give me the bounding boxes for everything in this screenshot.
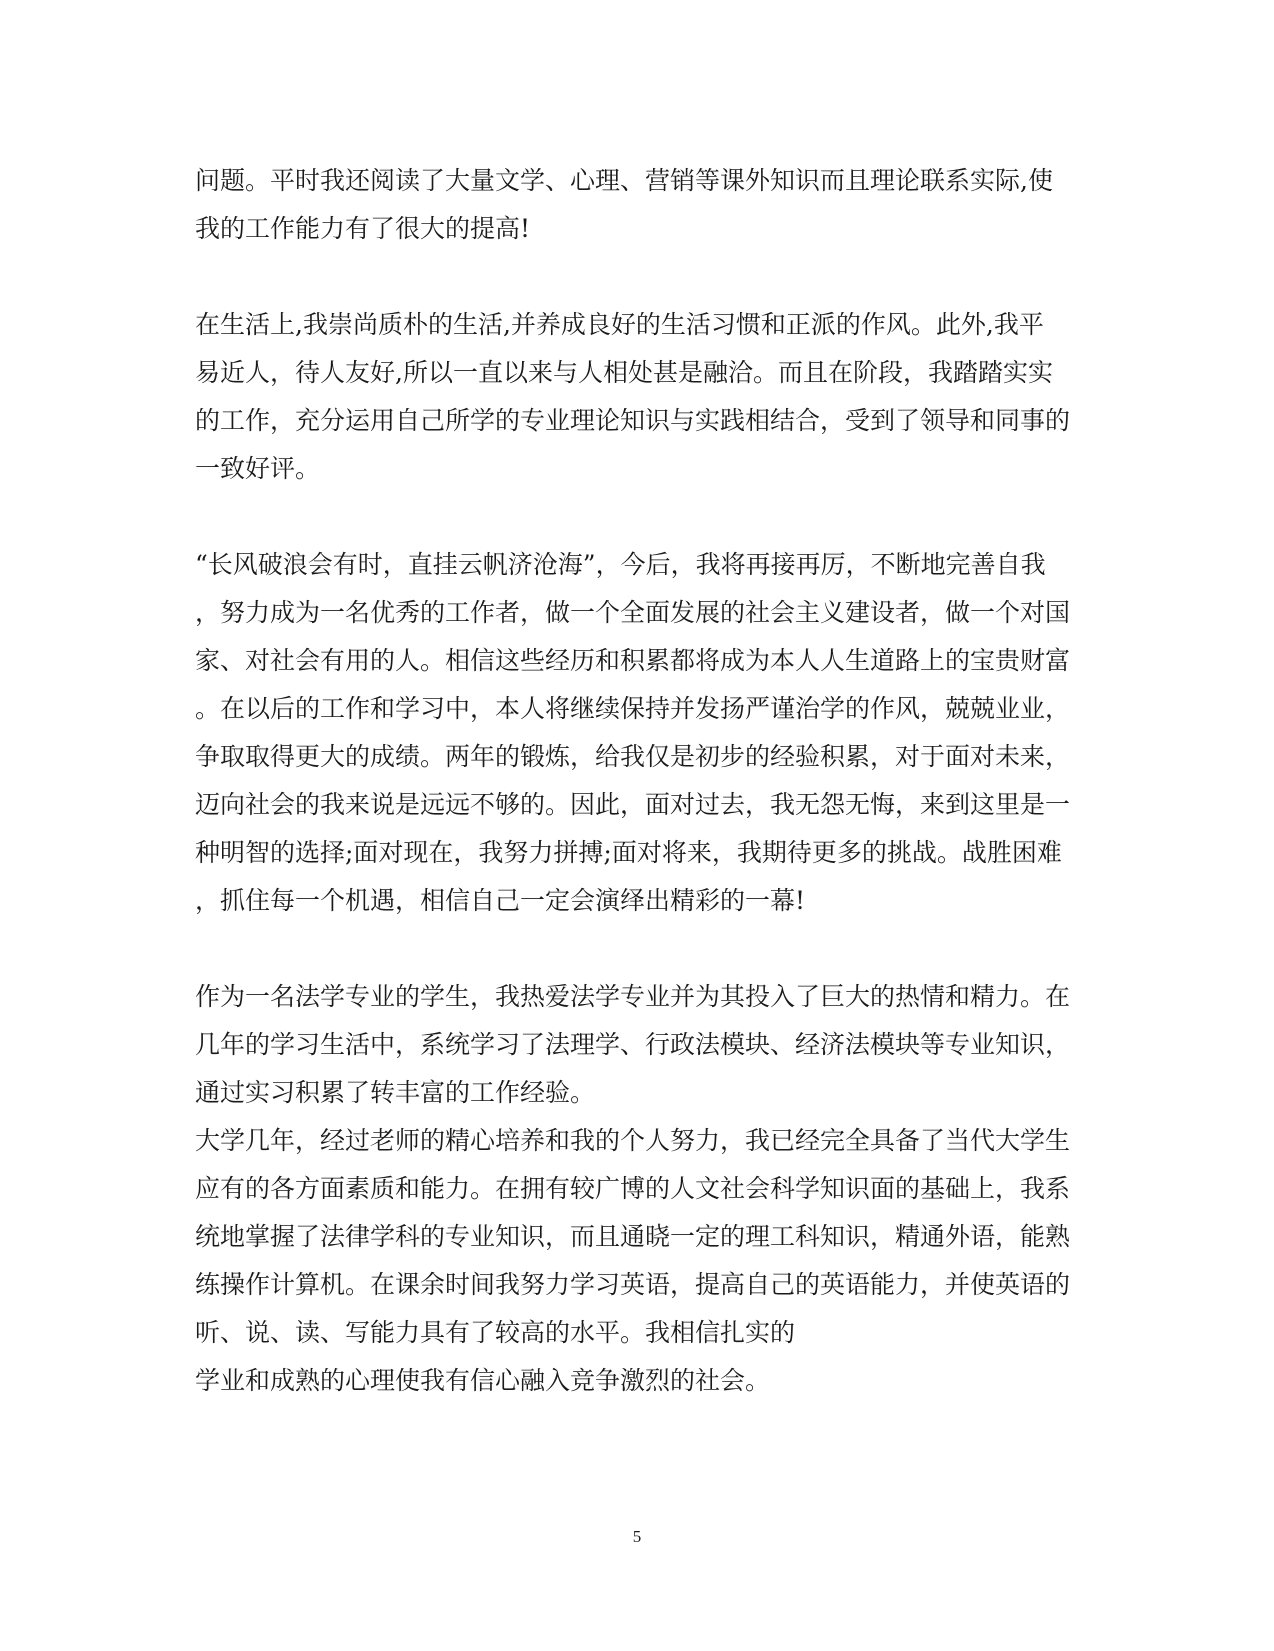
paragraph-gap: [195, 253, 1080, 301]
text-line: 应有的各方面素质和能力。在拥有较广博的人文社会科学知识面的基础上，我系: [195, 1174, 1071, 1203]
paragraph-gap: [195, 493, 1080, 541]
text-line: 争取取得更大的成绩。两年的锻炼，给我仅是初步的经验积累，对于面对未来，: [195, 742, 1071, 771]
text-line: 我的工作能力有了很大的提高!: [195, 214, 531, 243]
text-line: 通过实习积累了转丰富的工作经验。: [195, 1078, 596, 1107]
text-line: 。在以后的工作和学习中，本人将继续保持并发扬严谨治学的作风，兢兢业业，: [195, 694, 1071, 723]
text-line: 练操作计算机。在课余时间我努力学习英语，提高自己的英语能力，并使英语的: [195, 1270, 1071, 1299]
text-line: ，努力成为一名优秀的工作者，做一个全面发展的社会主义建设者，做一个对国: [195, 598, 1071, 627]
page-number: 5: [632, 1527, 642, 1546]
text-line: 种明智的选择;面对现在，我努力拼搏;面对将来，我期待更多的挑战。战胜困难: [195, 838, 1062, 867]
text-line: “长风破浪会有时，直挂云帆济沧海”，今后，我将再接再厉，不断地完善自我: [195, 550, 1046, 579]
text-line: 学业和成熟的心理使我有信心融入竞争激烈的社会。: [195, 1366, 771, 1395]
text-line: 问题。平时我还阅读了大量文学、心理、营销等课外知识而且理论联系实际,使: [195, 166, 1053, 195]
paragraph-gap: [195, 925, 1080, 973]
text-line: 的工作，充分运用自己所学的专业理论知识与实践相结合，受到了领导和同事的: [195, 406, 1071, 435]
text-line: 易近人，待人友好,所以一直以来与人相处甚是融洽。而且在阶段，我踏踏实实: [195, 358, 1053, 387]
text-line: 作为一名法学专业的学生，我热爱法学专业并为其投入了巨大的热情和精力。在: [195, 982, 1071, 1011]
text-line: 迈向社会的我来说是远远不够的。因此，面对过去，我无怨无悔，来到这里是一: [195, 790, 1071, 819]
text-line: 一致好评。: [195, 454, 321, 483]
document-body: [195, 157, 1080, 1405]
text-line: ，抓住每一个机遇，相信自己一定会演绎出精彩的一幕!: [195, 886, 806, 915]
text-line: 大学几年，经过老师的精心培养和我的个人努力，我已经完全具备了当代大学生: [195, 1126, 1071, 1155]
text-line: 在生活上,我崇尚质朴的生活,并养成良好的生活习惯和正派的作风。此外,我平: [195, 310, 1044, 339]
text-line: 听、说、读、写能力具有了较高的水平。我相信扎实的: [195, 1318, 796, 1347]
text-line: 家、对社会有用的人。相信这些经历和积累都将成为本人人生道路上的宝贵财富: [195, 646, 1071, 675]
text-line: 几年的学习生活中，系统学习了法理学、行政法模块、经济法模块等专业知识，: [195, 1030, 1071, 1059]
text-line: 统地掌握了法律学科的专业知识，而且通晓一定的理工科知识，精通外语，能熟: [195, 1222, 1071, 1251]
